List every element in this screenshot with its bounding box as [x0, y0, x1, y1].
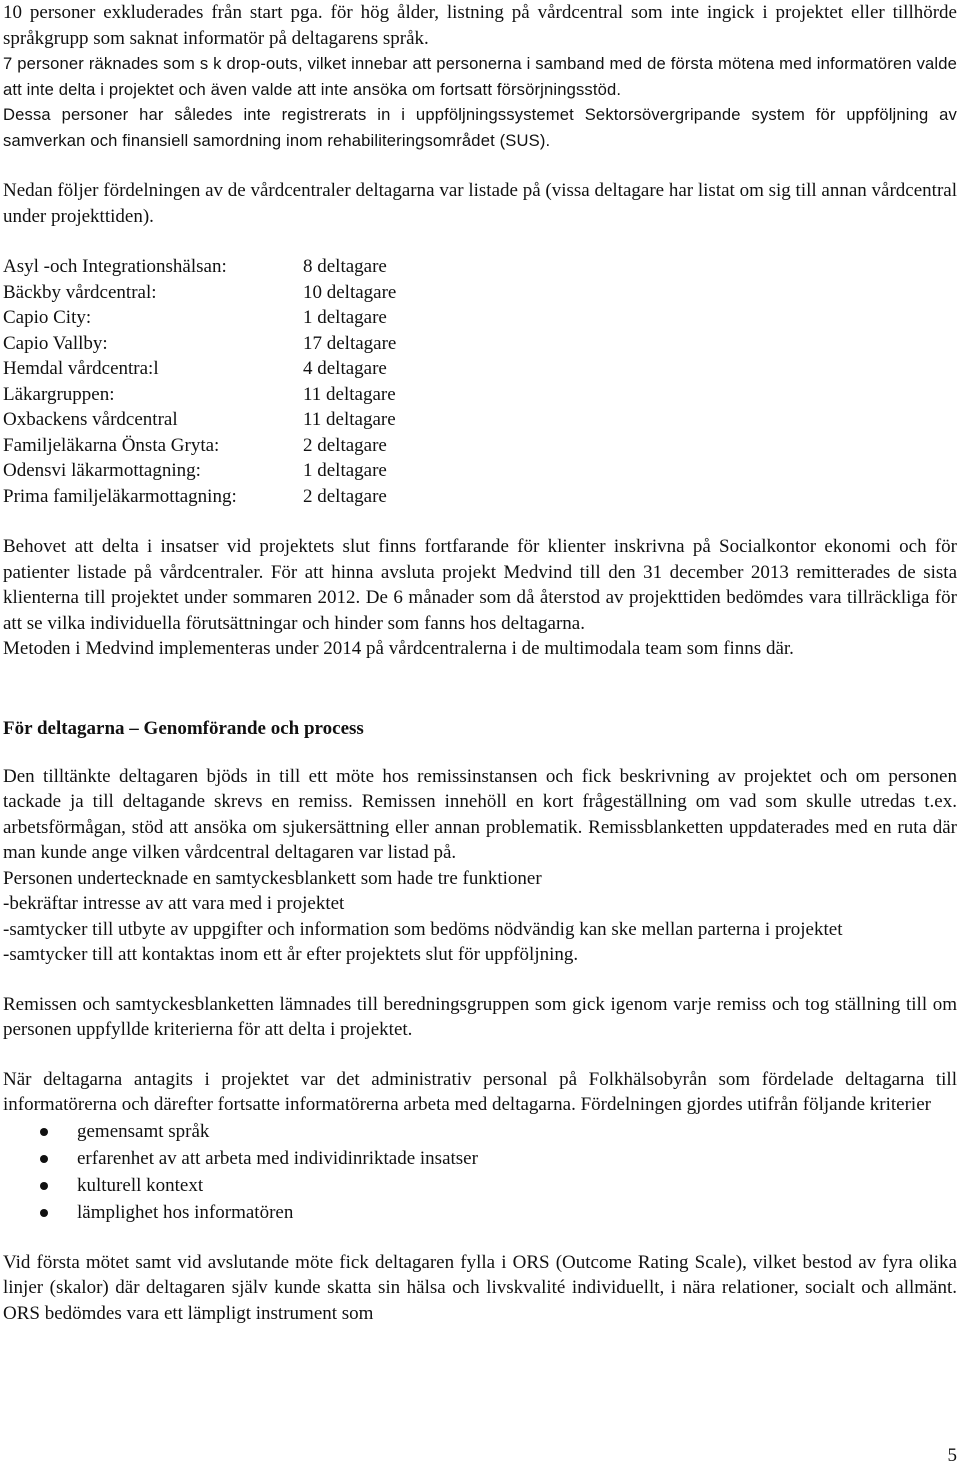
clinic-name: Capio Vallby:: [3, 332, 108, 354]
paragraph-consent-intro: Personen undertecknade en samtyckesblankett som hade tre funktioner: [3, 867, 542, 889]
consent-item: -samtycker till utbyte av uppgifter och information som bedöms nödvändig kan ske mellan parterna i projektet: [3, 918, 843, 940]
section-heading: För deltagarna – Genomförande och process: [3, 717, 364, 739]
paragraph-need: Behovet att delta i insatser vid projektets slut finns fortfarande för klienter inskrivna på Socialkontor ekonomi och för patienter listade på vårdcentraler. För att hinna avsluta projekt Medvind till den 31 december 2013 remitterades de sista klienterna till projektet under sommaren 2012. De 6 månader som då återstod av projekttiden bedömdes vara tillräckliga för att se vilka individuella förutsättningar och hinder som fanns hos deltagarna.: [3, 536, 957, 634]
clinic-row: [3, 484, 957, 510]
clinic-name: Capio City:: [3, 307, 92, 328]
clinic-row: [3, 305, 957, 331]
clinic-count: 17 deltagare: [303, 332, 397, 354]
clinic-count: 1 deltagare: [303, 460, 387, 481]
bullet-icon: [40, 1128, 48, 1136]
clinic-name: Odensvi läkarmottagning:: [3, 460, 201, 481]
list-item: [3, 1172, 957, 1199]
clinic-row: [3, 433, 957, 459]
clinic-row: [3, 458, 957, 484]
clinic-count: 4 deltagare: [303, 358, 387, 379]
paragraph-dropouts: 7 personer räknades som s k drop-outs, vilket innebar att personerna i samband med de första mötena med informatören valde att inte delta i projektet och även valde att inte ansöka om fortsatt försörjningsstöd.: [3, 54, 957, 99]
paragraph-process: Den tilltänkte deltagaren bjöds in till ett möte hos remissinstansen och fick beskrivning av projektet och om personen tackade ja till deltagande skrevs en remiss. Remissen innehöll en kort frågeställning om vad som skulle utredas t.ex. arbetsförmågan, stöd att ansöka om sjukersättning eller annan problematik. Remissblanketten uppdaterades med en ruta där man kunde ange vilken vårdcentral deltagaren var listad på.: [3, 765, 957, 863]
criteria-text: gemensamt språk: [77, 1120, 210, 1142]
clinic-row: [3, 331, 957, 357]
clinic-count: 2 deltagare: [303, 434, 387, 456]
criteria-list: [3, 1118, 957, 1226]
bullet-icon: [40, 1209, 48, 1217]
criteria-text: erfarenhet av att arbeta med individinriktade insatser: [77, 1147, 478, 1169]
clinic-row: [3, 280, 957, 306]
clinic-count: 11 deltagare: [303, 409, 396, 430]
clinic-name: Hemdal vårdcentra:l: [3, 358, 159, 379]
clinic-row: [3, 382, 957, 408]
consent-item: -samtycker till att kontaktas inom ett år efter projektets slut för uppföljning.: [3, 944, 579, 965]
clinic-name: Oxbackens vårdcentral: [3, 409, 178, 430]
criteria-text: lämplighet hos informatören: [77, 1201, 294, 1223]
clinic-name: Familjeläkarna Önsta Gryta:: [3, 434, 220, 456]
list-item: [3, 1145, 957, 1172]
paragraph-assignment: När deltagarna antagits i projektet var det administrativ personal på Folkhälsobyrån som fördelade deltagarna till informatörerna och därefter fortsatte informatörerna arbeta med deltagarna. Fördelningen gjordes utifrån följande kriterier: [3, 1068, 957, 1115]
paragraph-excluded: 10 personer exkluderades från start pga. för hög ålder, listning på vårdcentral som inte ingick i projektet eller tillhörde språkgrupp som saknat informatör på deltagarens språk.: [3, 2, 957, 49]
clinic-row: [3, 356, 957, 382]
consent-item: -bekräftar intresse av att vara med i projektet: [3, 893, 345, 914]
clinic-row: [3, 407, 957, 433]
clinic-name: Prima familjeläkarmottagning:: [3, 485, 237, 507]
clinic-name: Läkargruppen:: [3, 383, 115, 405]
paragraph-distribution-intro: Nedan följer fördelningen av de vårdcentraler deltagarna var listade på (vissa deltagare har listat om sig till annan vårdcentral under projekttiden).: [3, 180, 957, 227]
clinic-count: 10 deltagare: [303, 281, 397, 303]
bullet-icon: [40, 1155, 48, 1163]
paragraph-implementation: Metoden i Medvind implementeras under 2014 på vårdcentralerna i de multimodala team som finns där.: [3, 638, 794, 659]
criteria-text: kulturell kontext: [77, 1174, 204, 1196]
clinic-count: 1 deltagare: [303, 307, 387, 328]
page-number: 5: [947, 1445, 957, 1466]
clinic-count: 2 deltagare: [303, 485, 387, 507]
clinic-name: Bäckby vårdcentral:: [3, 281, 157, 303]
bullet-icon: [40, 1182, 48, 1190]
clinic-row: [3, 254, 957, 280]
clinic-count: 8 deltagare: [303, 256, 387, 277]
document-page: [3, 0, 957, 1326]
clinic-name: Asyl -och Integrationshälsan:: [3, 256, 227, 277]
clinic-list: [3, 254, 957, 509]
list-item: [3, 1118, 957, 1145]
list-item: [3, 1199, 957, 1226]
clinic-count: 11 deltagare: [303, 383, 396, 405]
paragraph-ors: Vid första mötet samt vid avslutande möte fick deltagaren fylla i ORS (Outcome Rating Scale), vilket bestod av fyra olika linjer (skalor) där deltagaren själv kunde skatta sin hälsa och livskvalité individuellt, i nära relationer, socialt och allmänt. ORS bedömdes vara ett lämpligt instrument som: [3, 1251, 957, 1324]
paragraph-sus: Dessa personer har således inte registrerats in i uppföljningssystemet Sektorsövergripande system för uppföljning av samverkan och finansiell samordning inom rehabiliteringsområdet (SUS).: [3, 105, 957, 150]
paragraph-referral: Remissen och samtyckesblanketten lämnades till beredningsgruppen som gick igenom varje remiss och tog ställning till om personen uppfyllde kriterierna för att delta i projektet.: [3, 993, 957, 1040]
